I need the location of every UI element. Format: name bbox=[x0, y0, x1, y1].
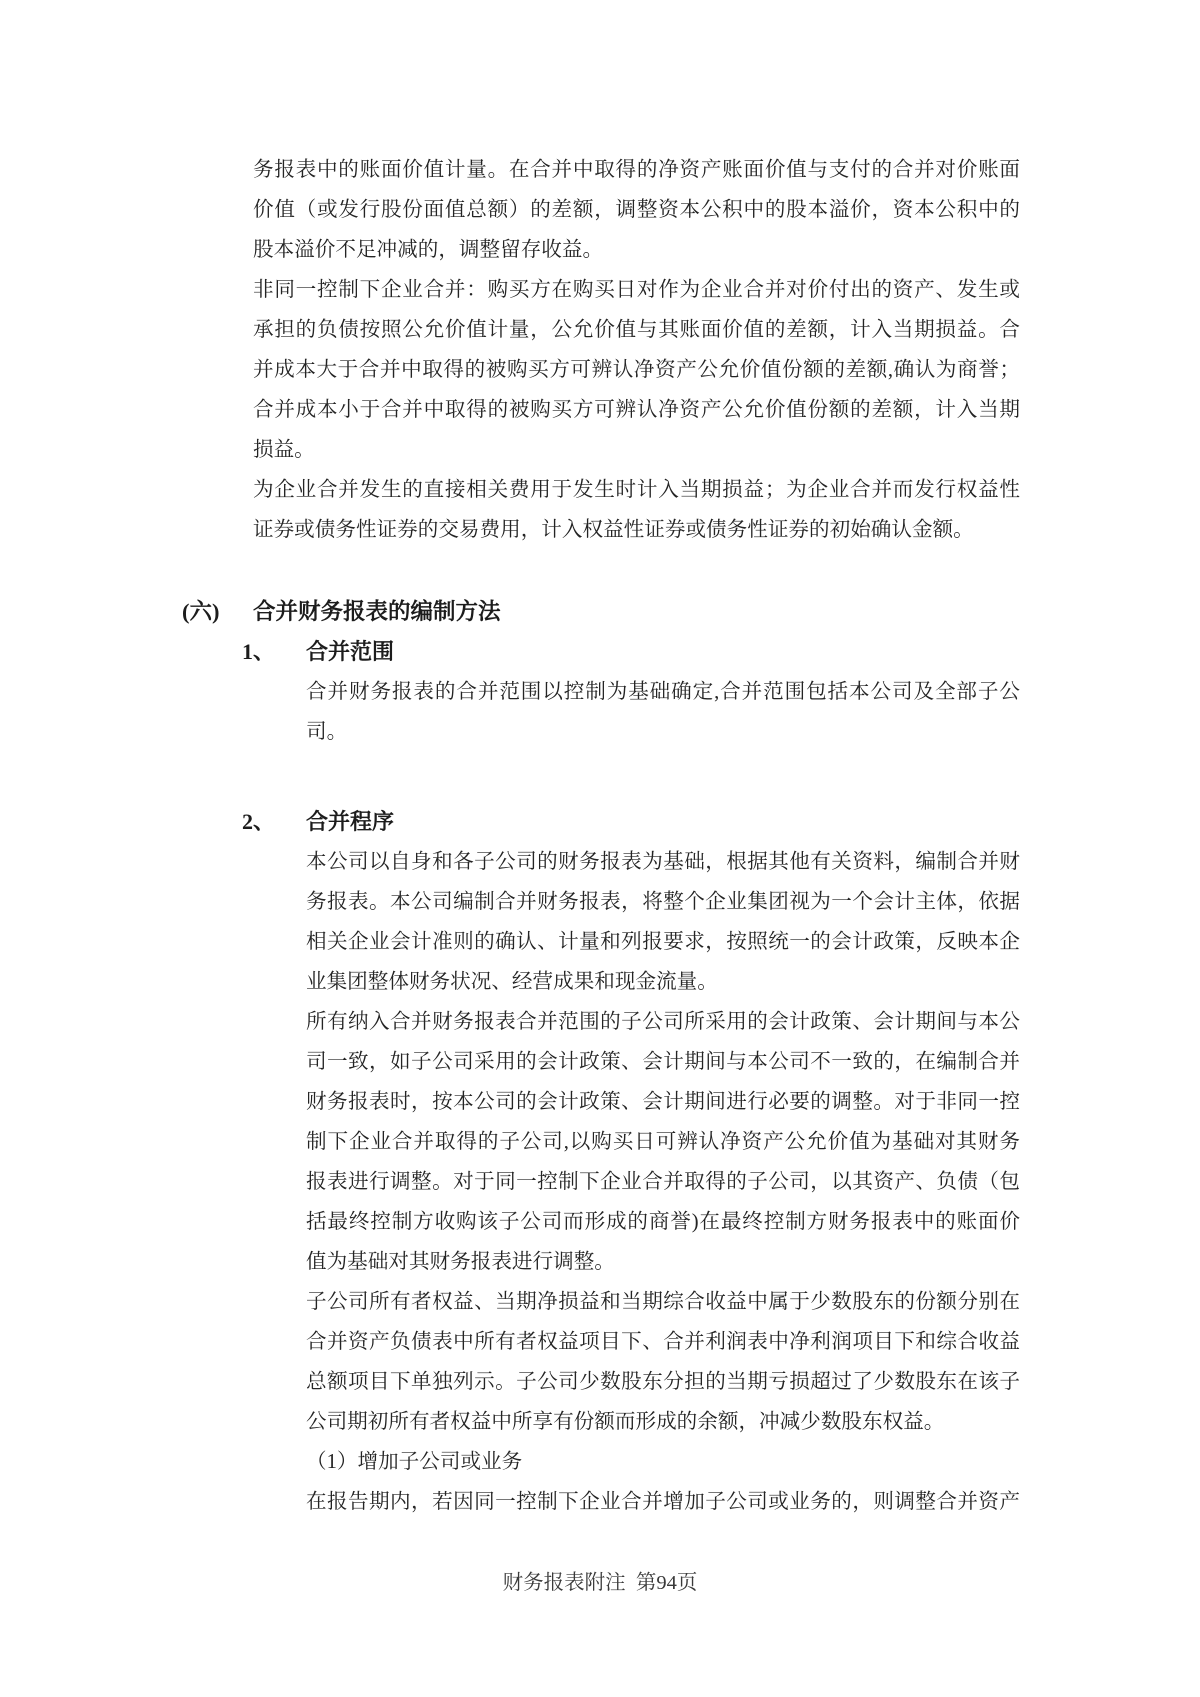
text-line: 合并成本小于合并中取得的被购买方可辨认净资产公允价值份额的差额，计入当期 bbox=[253, 399, 1020, 421]
text-line: 业集团整体财务状况、经营成果和现金流量。 bbox=[306, 971, 718, 993]
subsection-1-number: 1、 bbox=[242, 639, 276, 664]
text-line: 合并财务报表的合并范围以控制为基础确定,合并范围包括本公司及全部子公 bbox=[306, 681, 1020, 703]
text-line: 并成本大于合并中取得的被购买方可辨认净资产公允价值份额的差额,确认为商誉； bbox=[253, 359, 1020, 381]
text-line: 报表进行调整。对于同一控制下企业合并取得的子公司，以其资产、负债（包 bbox=[306, 1171, 1020, 1193]
subsection-2-body bbox=[306, 842, 1020, 1522]
subsection-procedure bbox=[242, 802, 1020, 1522]
subsection-2-number: 2、 bbox=[242, 809, 276, 834]
subsection-2-heading bbox=[242, 802, 1020, 842]
text-line: 股本溢价不足冲减的，调整留存收益。 bbox=[253, 239, 604, 261]
text-line: 价值（或发行股份面值总额）的差额，调整资本公积中的股本溢价，资本公积中的 bbox=[253, 199, 1020, 221]
text-line: 在报告期内，若因同一控制下企业合并增加子公司或业务的，则调整合并资产 bbox=[306, 1491, 1020, 1513]
text-line: 括最终控制方收购该子公司而形成的商誉)在最终控制方财务报表中的账面价 bbox=[306, 1211, 1020, 1233]
text-line: 务报表中的账面价值计量。在合并中取得的净资产账面价值与支付的合并对价账面 bbox=[253, 159, 1020, 181]
subsection-1-title: 合并范围 bbox=[306, 639, 395, 664]
intro-paragraphs bbox=[253, 150, 1020, 550]
text-line: 总额项目下单独列示。子公司少数股东分担的当期亏损超过了少数股东在该子 bbox=[306, 1371, 1020, 1393]
subsection-2-title: 合并程序 bbox=[306, 809, 395, 834]
text-line: 财务报表时，按本公司的会计政策、会计期间进行必要的调整。对于非同一控 bbox=[306, 1091, 1020, 1113]
text-line: 承担的负债按照公允价值计量，公允价值与其账面价值的差额，计入当期损益。合 bbox=[253, 319, 1020, 341]
section-heading bbox=[182, 592, 1020, 632]
subsection-1-heading bbox=[242, 632, 1020, 672]
text-line: 损益。 bbox=[253, 439, 315, 461]
subsection-1-body bbox=[306, 672, 1020, 752]
text-line: 所有纳入合并财务报表合并范围的子公司所采用的会计政策、会计期间与本公 bbox=[306, 1011, 1020, 1033]
text-line: 司一致，如子公司采用的会计政策、会计期间与本公司不一致的，在编制合并 bbox=[306, 1051, 1020, 1073]
text-line: 本公司以自身和各子公司的财务报表为基础，根据其他有关资料，编制合并财 bbox=[306, 851, 1020, 873]
text-line: 制下企业合并取得的子公司,以购买日可辨认净资产公允价值为基础对其财务 bbox=[306, 1131, 1020, 1153]
page-content bbox=[182, 150, 1020, 1522]
text-line: 公司期初所有者权益中所享有份额而形成的余额，冲减少数股东权益。 bbox=[306, 1411, 945, 1433]
text-line: 为企业合并发生的直接相关费用于发生时计入当期损益；为企业合并而发行权益性 bbox=[253, 479, 1020, 501]
text-line: 相关企业会计准则的确认、计量和列报要求，按照统一的会计政策，反映本企 bbox=[306, 931, 1020, 953]
page-footer: 财务报表附注 第94页 bbox=[502, 1572, 698, 1594]
subsection-scope bbox=[242, 632, 1020, 752]
section-number: (六) bbox=[182, 599, 220, 624]
text-line: 司。 bbox=[306, 721, 348, 743]
text-line: 证券或债务性证券的交易费用，计入权益性证券或债务性证券的初始确认金额。 bbox=[253, 519, 974, 541]
text-line: （1）增加子公司或业务 bbox=[306, 1451, 523, 1473]
text-line: 子公司所有者权益、当期净损益和当期综合收益中属于少数股东的份额分别在 bbox=[306, 1291, 1020, 1313]
text-line: 非同一控制下企业合并：购买方在购买日对作为企业合并对价付出的资产、发生或 bbox=[253, 279, 1020, 301]
text-line: 务报表。本公司编制合并财务报表，将整个企业集团视为一个会计主体，依据 bbox=[306, 891, 1020, 913]
text-line: 合并资产负债表中所有者权益项目下、合并利润表中净利润项目下和综合收益 bbox=[306, 1331, 1020, 1353]
section-title: 合并财务报表的编制方法 bbox=[253, 599, 501, 624]
text-line: 值为基础对其财务报表进行调整。 bbox=[306, 1251, 615, 1273]
